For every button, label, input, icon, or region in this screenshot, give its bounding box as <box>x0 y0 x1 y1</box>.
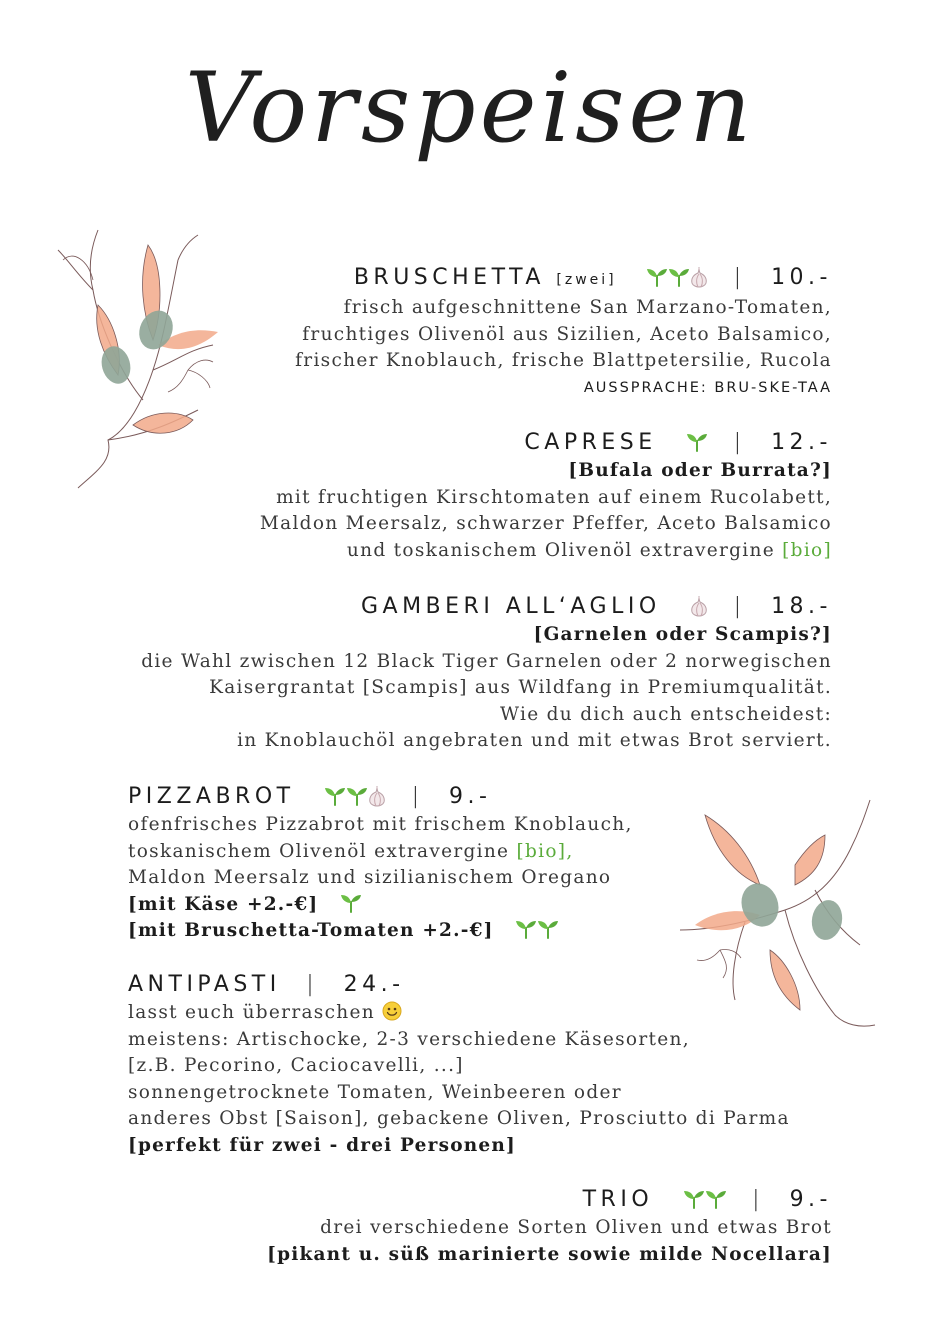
sprout-icon <box>646 267 668 287</box>
description-line: drei verschiedene Sorten Oliven und etwas Brot <box>320 1217 832 1238</box>
olive-branch-left-illustration <box>38 220 228 500</box>
item-note: [pikant u. süß marinierte sowie milde Nocellara] <box>267 1243 832 1265</box>
item-name: ANTIPASTI <box>128 972 281 997</box>
garlic-icon <box>690 266 708 288</box>
description-line: ofenfrisches Pizzabrot mit frischem Knoblauch, <box>128 814 633 835</box>
bio-badge: [bio] <box>782 539 832 561</box>
description-line: die Wahl zwischen 12 Black Tiger Garnelen oder 2 norwegischen <box>141 650 832 672</box>
bio-badge: [bio], <box>516 840 574 862</box>
description-line <box>128 839 633 866</box>
item-price: 12.- <box>771 430 832 455</box>
menu-item-heading <box>141 592 832 622</box>
sprout-icon <box>515 919 537 939</box>
sprout-icon <box>683 1189 705 1209</box>
page-title: Vorspeisen <box>184 52 756 164</box>
description-text: lasst euch überraschen <box>128 1002 375 1023</box>
item-qualifier: [zwei] <box>556 272 617 288</box>
sprout-icon <box>537 919 559 939</box>
item-price: 24.- <box>343 972 405 997</box>
price-separator: | <box>411 784 424 809</box>
item-price: 18.- <box>771 594 832 619</box>
price-separator: | <box>306 972 319 997</box>
description-line: frisch aufgeschnittene San Marzano-Tomaten, <box>343 297 832 318</box>
description-line: in Knoblauchöl angebraten und mit etwas Brot serviert. <box>237 730 832 751</box>
item-price: 10.- <box>771 265 832 290</box>
price-separator: | <box>752 1187 765 1212</box>
description-line <box>260 538 832 565</box>
menu-item-heading <box>295 263 832 295</box>
sprout-icon <box>668 267 690 287</box>
description-line: anderes Obst [Saison], gebackene Oliven, Prosciutto di Parma <box>128 1108 790 1129</box>
menu-item-caprese <box>260 428 832 564</box>
item-name: TRIO <box>582 1187 654 1212</box>
description-text: und toskanischem Olivenöl extravergine <box>346 539 775 561</box>
description-line: meistens: Artischocke, 2-3 verschiedene Käsesorten, <box>128 1028 690 1050</box>
extra-option-label: [mit Käse +2.-€] <box>128 893 319 915</box>
description-text: toskanischem Olivenöl extravergine <box>128 840 510 862</box>
sprout-icon <box>346 786 368 806</box>
item-name: PIZZABROT <box>128 784 295 809</box>
sprout-icon <box>705 1189 727 1209</box>
item-note: [Bufala oder Burrata?] <box>568 460 832 481</box>
item-note: [perfekt für zwei - drei Personen] <box>128 1134 516 1156</box>
extra-option-label: [mit Bruschetta-Tomaten +2.-€] <box>128 920 494 941</box>
item-price: 9.- <box>449 784 492 809</box>
smiley-icon <box>382 1001 402 1021</box>
menu-item-antipasti <box>128 970 790 1159</box>
sprout-icon <box>340 893 362 913</box>
menu-item-pizzabrot <box>128 782 633 945</box>
pronunciation-note: AUSSPRACHE: BRU-SKE-TAA <box>583 379 832 396</box>
extra-option <box>128 918 633 945</box>
description-line: sonnengetrocknete Tomaten, Weinbeeren oder <box>128 1081 622 1103</box>
description-line: frischer Knoblauch, frische Blattpetersilie, Rucola <box>295 350 832 371</box>
description-line: mit fruchtigen Kirschtomaten auf einem Rucolabett, <box>276 486 832 508</box>
description-line: Wie du dich auch entscheidest: <box>500 703 832 725</box>
description-line: [z.B. Pecorino, Caciocavelli, ...] <box>128 1055 464 1076</box>
menu-item-gamberi <box>141 592 832 755</box>
item-name: CAPRESE <box>524 430 657 455</box>
menu-item-heading <box>128 970 790 1000</box>
sprout-icon <box>686 432 708 452</box>
menu-item-heading <box>260 428 832 458</box>
menu-item-trio <box>267 1185 832 1268</box>
sprout-icon <box>324 786 346 806</box>
description-line: fruchtiges Olivenöl aus Sizilien, Aceto Balsamico, <box>302 323 832 345</box>
menu-item-heading <box>267 1185 832 1215</box>
price-separator: | <box>733 265 746 290</box>
description-line: Maldon Meersalz und sizilianischem Oregano <box>128 867 612 888</box>
price-separator: | <box>733 430 746 455</box>
menu-item-heading <box>128 782 633 812</box>
item-name: BRUSCHETTA <box>353 265 545 290</box>
item-price: 9.- <box>789 1187 832 1212</box>
garlic-icon <box>368 785 386 807</box>
description-line: Kaisergrantat [Scampis] aus Wildfang in Premiumqualität. <box>209 677 832 698</box>
menu-item-bruschetta <box>295 263 832 401</box>
item-note: [Garnelen oder Scampis?] <box>533 624 832 645</box>
extra-option <box>128 892 633 919</box>
item-name: GAMBERI ALL‘AGLIO <box>360 594 661 619</box>
price-separator: | <box>733 594 746 619</box>
garlic-icon <box>690 595 708 617</box>
description-line <box>128 1000 790 1027</box>
description-line: Maldon Meersalz, schwarzer Pfeffer, Aceto Balsamico <box>259 513 832 534</box>
